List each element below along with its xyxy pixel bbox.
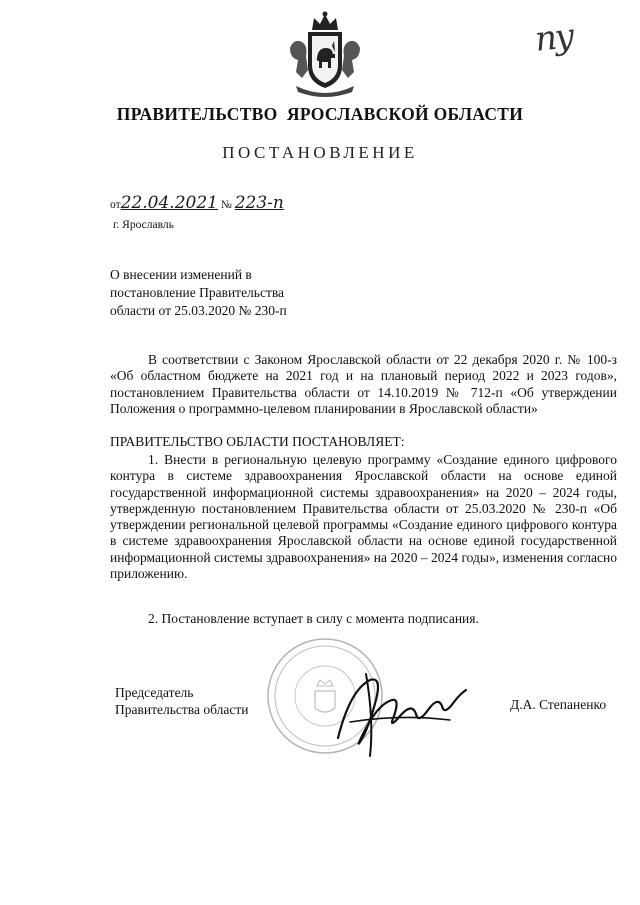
handwritten-signature (330, 660, 470, 760)
preamble-paragraph: В соответствии с Законом Ярославской области от 22 декабря 2020 г. № 100-з «Об областном бюджете на 2021 год и на плановый период 2022 и 2023 годов», постановлением Правительства области от 14.10.2019 № 712-п «Об утверждении Положения о программно-целевом планировании в Ярославской области» (110, 352, 617, 416)
government-title: ПРАВИТЕЛЬСТВО ЯРОСЛАВСКОЙ ОБЛАСТИ (116, 104, 524, 124)
decree-number: 223-п (234, 193, 284, 213)
city: г. Ярославль (113, 219, 174, 231)
date-number-line (110, 193, 284, 213)
resolves-heading: ПРАВИТЕЛЬСТВО ОБЛАСТИ ПОСТАНОВЛЯЕТ: (110, 434, 405, 449)
subject-line: О внесении изменений в (110, 267, 252, 282)
decree-subject (110, 266, 287, 320)
number-label: № (220, 199, 232, 211)
item-1-paragraph: 1. Внести в региональную целевую программу «Создание единого цифрового контура в системе здравоохранения Ярославской области на основе единой государственной информационной системы здравоохранения» на 2020 – 2024 годы, утвержденную постановлением Правительства области от 25.03.2020 № 230-п «Об утверждении региональной целевой программы «Создание единого цифрового контура в системе здравоохранения Ярославской области на основе единой государственной информационной системы здравоохранения» на 2020 – 2024 годы», изменения согласно приложению. (110, 452, 617, 582)
item-2-paragraph: 2. Постановление вступает в силу с момента подписания. (148, 611, 479, 626)
signer-position-line: Председатель (115, 685, 194, 700)
coat-of-arms-emblem (282, 8, 368, 100)
document-type: ПОСТАНОВЛЕНИЕ (222, 143, 418, 162)
signer-name: Д.А. Степаненко (510, 697, 607, 712)
subject-line: области от 25.03.2020 № 230-п (110, 303, 287, 318)
signer-position-line: Правительства области (115, 702, 249, 717)
decree-date: 22.04.2021 (120, 193, 218, 213)
from-label: от (110, 199, 121, 211)
signer-position (115, 684, 248, 718)
handwritten-mark: пу (533, 16, 575, 60)
subject-line: постановление Правительства (110, 285, 285, 300)
